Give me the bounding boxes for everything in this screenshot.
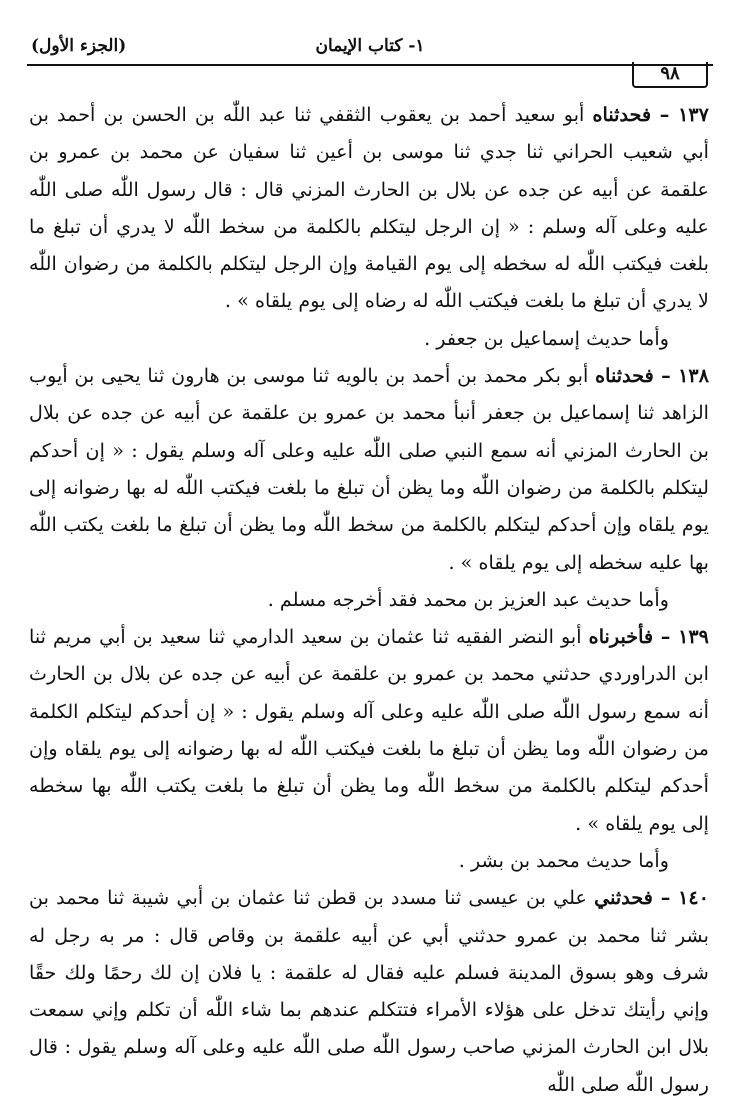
page-number: ٩٨ xyxy=(632,62,708,88)
hadith-137 xyxy=(29,96,709,320)
hadith-text: أبو بكر محمد بن أحمد بن بالويه ثنا موسى بن هارون ثنا يحيى بن أيوب الزاهد ثنا إسماعيل بن جعفر أنبأ محمد بن عمرو بن علقمة عن أبيه عن جده عن بلال بن الحارث المزني أنه سمع النبي صلى اللّٰه عليه وعلى آله وسلم يقول : « إن أحدكم ليتكلم بالكلمة من رضوان اللّٰه وما يظن أن تبلغ ما بلغت فيكتب اللّٰه له بها رضوانه إلى يوم يلقاه وإن أحدكم ليتكلم بالكلمة من سخط اللّٰه وما يظن أن تبلغ ما بلغت يكتب اللّٰه بها عليه سخطه إلى يوم يلقاه » . xyxy=(29,364,709,574)
hadith-lead: فحدثناه xyxy=(592,103,652,126)
hadith-text: علي بن عيسى ثنا مسدد بن قطن ثنا عثمان بن أبي شيبة ثنا محمد بن بشر ثنا محمد بن عمرو حدثني أبي عن أبيه علقمة بن وقاص قال : مر به رجل له شرف وهو بسوق المدينة فسلم عليه فقال له علقمة : يا فلان إن لك رحمًا ولك حقًا وإني رأيتك تدخل على هؤلاء الأمراء فتتكلم عندهم بما شاء اللّٰه أن تكلم وإني سمعت بلال ابن الحارث المزني صاحب رسول اللّٰه صلى اللّٰه عليه وعلى آله وسلم يقول : قال رسول اللّٰه صلى اللّٰه xyxy=(29,886,709,1096)
hadith-140 xyxy=(29,879,709,1103)
transition-note: وأما حديث إسماعيل بن جعفر . xyxy=(424,326,669,350)
transition-note: وأما حديث محمد بن بشر . xyxy=(458,848,669,872)
volume-label: (الجزء الأول) xyxy=(31,36,127,56)
hadith-text: أبو النضر الفقيه ثنا عثمان بن سعيد الدارمي ثنا سعيد بن أبي مريم ثنا ابن الدراوردي حدثني محمد بن عمرو بن علقمة عن أبيه عن جده عن بلال بن الحارث أنه سمع رسول اللّٰه صلى اللّٰه عليه وعلى آله وسلم يقول : « إن أحدكم ليتكلم الكلمة من رضوان اللّٰه وما يظن أن تبلغ ما بلغت فيكتب اللّٰه له بها رضوانه إلى يوم يلقاه وإن أحدكم ليتكلم بالكلمة من سخط اللّٰه وما يظن أن تبلغ ما بلغت يكتب اللّٰه بها سخطه إلى يوم يلقاه » . xyxy=(29,625,709,835)
hadith-lead: فحدثني xyxy=(594,886,653,910)
hadith-number: ١٤٠ – xyxy=(652,886,709,910)
hadith-number: ١٣٩ – xyxy=(653,625,709,649)
hadith-lead: فأخبرناه xyxy=(588,625,654,649)
hadith-number: ١٣٧ – xyxy=(651,103,709,126)
transition-note: وأما حديث عبد العزيز بن محمد فقد أخرجه مسلم . xyxy=(267,587,669,611)
hadith-text: أبو سعيد أحمد بن يعقوب الثقفي ثنا عبد اللّٰه بن الحسن بن أحمد بن أبي شعيب الحراني ثنا جدي ثنا موسى بن أعين ثنا سفيان عن محمد بن عمرو بن علقمة عن أبيه عن جده عن بلال بن الحارث المزني قال : قال رسول اللّٰه صلى اللّٰه عليه وعلى آله وسلم : « إن الرجل ليتكلم بالكلمة من سخط اللّٰه لا يدري أن تبلغ ما بلغت فيكتب اللّٰه له سخطه إلى يوم القيامة وإن الرجل ليتكلم بالكلمة من رضوان اللّٰه لا يدري أن تبلغ ما بلغت فيكتب اللّٰه له رضاه إلى يوم يلقاه » . xyxy=(29,103,709,313)
hadith-lead: فحدثناه xyxy=(595,364,654,388)
hadith-138 xyxy=(29,357,709,581)
chapter-title: ١- كتاب الإيمان xyxy=(315,36,425,56)
hadith-139 xyxy=(29,618,709,842)
hadith-number: ١٣٨ – xyxy=(653,364,709,388)
page-header xyxy=(27,34,713,66)
page-body xyxy=(29,96,709,1103)
